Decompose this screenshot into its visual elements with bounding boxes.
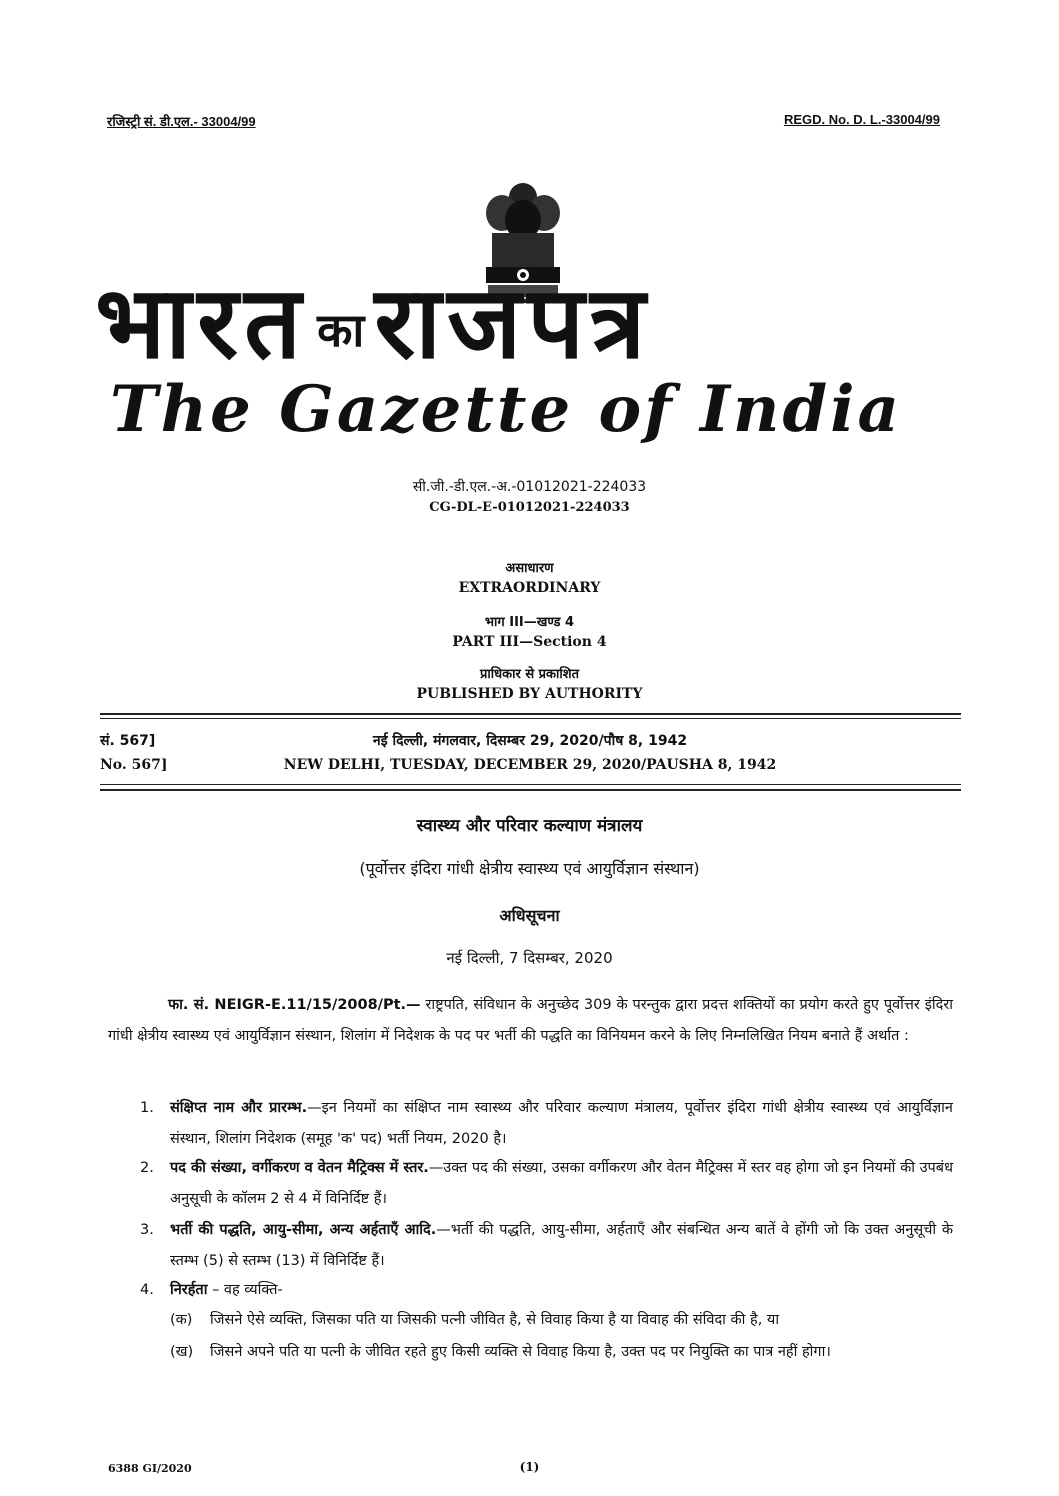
- masthead-english: The Gazette of India: [110, 372, 902, 447]
- part-hindi: भाग III—खण्ड 4: [484, 615, 575, 630]
- sub-item-label: (क): [170, 1312, 193, 1328]
- issue-number-hindi: सं. 567]: [100, 733, 156, 749]
- issue-number-english: No. 567]: [100, 757, 168, 773]
- issue-date-hindi: नई दिल्ली, मंगलवार, दिसम्बर 29, 2020/पौष 8, 1942: [372, 733, 688, 749]
- sub-item-label: (ख): [170, 1344, 194, 1360]
- rule-text: —इन नियमों का संक्षिप्त नाम स्वास्थ्य और परिवार कल्याण मंत्रालय, पूर्वोत्तर इंदिरा गांधी क्षेत्रीय स्वास्थ्य एवं आयुर्विज्ञान संस्थान, शिलांग निदेशक (समूह 'क' पद) भर्ती नियम, 2020 है।: [170, 1100, 953, 1147]
- authority-hindi: प्राधिकार से प्रकाशित: [480, 667, 579, 682]
- rule-heading: पद की संख्या, वर्गीकरण व वेतन मैट्रिक्स में स्तर.: [170, 1160, 429, 1176]
- intro-text: राष्ट्रपति, संविधान के अनुच्छेद 309 के परन्तुक द्वारा प्रदत्त शक्तियों का प्रयोग करते हुए पूर्वोत्तर इंदिरा गांधी क्षेत्रीय स्वास्थ्य एवं आयुर्विज्ञान संस्थान, शिलांग में निदेशक के पद पर भर्ती की पद्धति का विनियमन करने के लिए निम्नलिखित नियम बनाते हैं अर्थात :: [108, 997, 954, 1044]
- intro-paragraph: [108, 990, 953, 1052]
- issue-top-rule: [100, 713, 961, 715]
- masthead-hindi-right: राजपत्र: [374, 264, 652, 381]
- issue-bottom-rule-thin: [100, 784, 961, 785]
- rule-heading: निरर्हता: [170, 1282, 208, 1298]
- institute-heading: (पूर्वोत्तर इंदिरा गांधी क्षेत्रीय स्वास्थ्य एवं आयुर्विज्ञान संस्थान): [359, 859, 700, 878]
- masthead-hindi: [95, 264, 965, 381]
- rule-heading: संक्षिप्त नाम और प्रारम्भ.: [170, 1100, 308, 1116]
- rule-number: 4.: [140, 1282, 154, 1298]
- registration-number-hindi: रजिस्ट्री सं. डी.एल.- 33004/99: [107, 114, 256, 129]
- cg-code-hindi: सी.जी.-डी.एल.-अ.-01012021-224033: [412, 479, 647, 495]
- place-date: नई दिल्ली, 7 दिसम्बर, 2020: [446, 949, 613, 967]
- issue-top-rule-thin: [100, 718, 961, 719]
- footer-code: 6388 GI/2020: [108, 1462, 192, 1475]
- sub-item-text: जिसने अपने पति या पत्नी के जीवित रहते हुए किसी व्यक्ति से विवाह किया है, उक्त पद पर नियुक्ति का पात्र नहीं होगा।: [210, 1344, 831, 1360]
- masthead-hindi-left: भारत: [95, 264, 308, 381]
- masthead-hindi-ka: का: [317, 302, 365, 357]
- extraordinary-english: EXTRAORDINARY: [458, 580, 601, 596]
- rule-heading: भर्ती की पद्धति, आयु-सीमा, अन्य अर्हताएँ आदि.: [170, 1222, 437, 1238]
- extraordinary-hindi: असाधारण: [505, 561, 554, 576]
- issue-bottom-rule: [100, 789, 961, 791]
- rule-text: —भर्ती की पद्धति, आयु-सीमा, अर्हताएँ और संबन्धित अन्य बातें वे होंगी जो कि उक्त अनुसूची के स्तम्भ (5) से स्तम्भ (13) में विनिर्दिष्ट हैं।: [170, 1222, 953, 1269]
- rule-text: —उक्त पद की संख्या, उसका वर्गीकरण और वेतन मैट्रिक्स में स्तर वह होगा जो इन नियमों की उपबंध अनुसूची के कॉलम 2 से 4 में विनिर्दिष्ट हैं।: [170, 1160, 953, 1207]
- rule-number: 2.: [140, 1160, 154, 1176]
- cg-code-english: CG-DL-E-01012021-224033: [429, 500, 630, 515]
- registration-number-english: REGD. No. D. L.-33004/99: [783, 112, 940, 127]
- rule-number: 3.: [140, 1222, 154, 1238]
- rule-text: – वह व्यक्ति-: [207, 1282, 283, 1298]
- file-reference: फा. सं. NEIGR-E.11/15/2008/Pt.—: [168, 997, 421, 1013]
- notification-heading: अधिसूचना: [499, 906, 560, 925]
- authority-english: PUBLISHED BY AUTHORITY: [416, 686, 643, 702]
- rule-number: 1.: [140, 1100, 154, 1116]
- page-number: (1): [519, 1460, 540, 1474]
- issue-date-english: NEW DELHI, TUESDAY, DECEMBER 29, 2020/PAUSHA 8, 1942: [283, 757, 777, 773]
- sub-item-text: जिसने ऐसे व्यक्ति, जिसका पति या जिसकी पत्नी जीवित है, से विवाह किया है या विवाह की संविदा की है, या: [210, 1312, 780, 1328]
- ministry-heading: स्वास्थ्य और परिवार कल्याण मंत्रालय: [416, 816, 643, 836]
- part-english: PART III—Section 4: [452, 634, 607, 650]
